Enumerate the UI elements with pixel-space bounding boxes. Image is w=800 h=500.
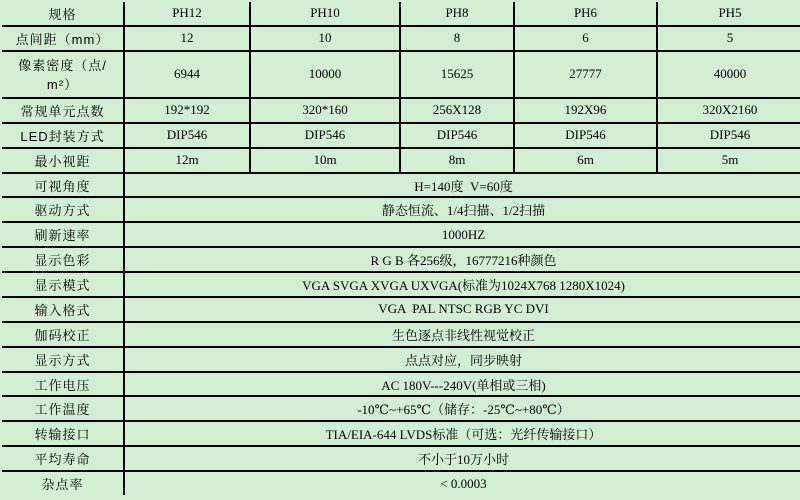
row-label: 像素密度（点/ m²） [2,51,124,98]
spec-value-cell: 320*160 [250,98,400,123]
merged-value-cell: 1000HZ [124,222,800,247]
spec-value-cell: DIP546 [657,123,800,148]
row-label: 点间距（mm） [2,26,124,51]
table-row-input-format [2,297,800,322]
spec-value-cell: 27777 [514,51,657,98]
row-label: 显示模式 [2,272,124,297]
merged-value-cell: AC 180V---240V(单相或三相) [124,372,800,397]
table-row-working-temperature [2,396,800,421]
spec-value-cell: 256X128 [400,98,514,123]
merged-value-cell: 静态恒流、1/4扫描、1/2扫描 [124,197,800,222]
table-row-refresh-rate [2,222,800,247]
table-row-display-color [2,247,800,272]
merged-value-cell: VGA SVGA XVGA UXVGA(标准为1024X768 1280X1024) [124,272,800,297]
row-label: 杂点率 [2,471,124,495]
table-row-transmission-interface [2,421,800,446]
merged-value-cell: 不小于10万小时 [124,446,800,471]
spec-value-cell: 10000 [250,51,400,98]
spec-value-cell: DIP546 [400,123,514,148]
merged-value-cell: -10℃~+65℃（储存：-25℃~+80℃） [124,396,800,421]
table-row-working-voltage [2,372,800,397]
row-label: 最小视距 [2,148,124,173]
column-header-ph5: PH5 [657,2,800,26]
spec-value-cell: 6m [514,148,657,173]
spec-value-cell: 6 [514,26,657,51]
row-label: 工作温度 [2,396,124,421]
row-label: 可视角度 [2,173,124,198]
row-label: LED封装方式 [2,123,124,148]
merged-value-cell: VGA PAL NTSC RGB YC DVI [124,297,800,322]
spec-value-cell: 5 [657,26,800,51]
table-row-display-mode [2,272,800,297]
spec-value-cell: 8m [400,148,514,173]
table-row-display-method [2,347,800,372]
spec-value-cell: 5m [657,148,800,173]
spec-value-cell: 192X96 [514,98,657,123]
spec-value-cell: 8 [400,26,514,51]
spec-value-cell: 12 [124,26,250,51]
table-row-pixel-density [2,51,800,98]
led-spec-table [2,2,800,495]
row-label: 显示色彩 [2,247,124,272]
merged-value-cell: 点点对应，同步映射 [124,347,800,372]
row-label: 输入格式 [2,297,124,322]
merged-value-cell: < 0.0003 [124,471,800,495]
table-row-min-view-distance [2,148,800,173]
table-row-led-package [2,123,800,148]
table-row-view-angle [2,173,800,198]
row-label: 显示方式 [2,347,124,372]
row-label: 刷新速率 [2,222,124,247]
spec-value-cell: 12m [124,148,250,173]
spec-value-cell: 10m [250,148,400,173]
column-header-ph12: PH12 [124,2,250,26]
table-row-pixel-pitch [2,26,800,51]
row-label: 常规单元点数 [2,98,124,123]
column-header-ph10: PH10 [250,2,400,26]
column-header-ph8: PH8 [400,2,514,26]
spec-value-cell: 15625 [400,51,514,98]
spec-value-cell: DIP546 [514,123,657,148]
spec-value-cell: DIP546 [250,123,400,148]
table-row-dead-pixel-rate [2,471,800,495]
spec-value-cell: 320X2160 [657,98,800,123]
merged-value-cell: H=140度 V=60度 [124,173,800,198]
spec-value-cell: 6944 [124,51,250,98]
table-row-gamma-correction [2,322,800,347]
merged-value-cell: TIA/EIA-644 LVDS标准（可选：光纤传输接口） [124,421,800,446]
column-header-ph6: PH6 [514,2,657,26]
spec-value-cell: 40000 [657,51,800,98]
row-label: 伽码校正 [2,322,124,347]
spec-value-cell: 10 [250,26,400,51]
spec-value-cell: DIP546 [124,123,250,148]
table-row-average-lifetime [2,446,800,471]
merged-value-cell: 生色逐点非线性视觉校正 [124,322,800,347]
table-row-module-pixels [2,98,800,123]
spec-value-cell: 192*192 [124,98,250,123]
header-row [2,2,800,26]
header-row-label: 规格 [2,2,124,26]
row-label: 驱动方式 [2,197,124,222]
merged-value-cell: R G B 各256级，16777216种颜色 [124,247,800,272]
row-label: 转输接口 [2,421,124,446]
table-row-drive-mode [2,197,800,222]
row-label: 平均寿命 [2,446,124,471]
row-label: 工作电压 [2,372,124,397]
